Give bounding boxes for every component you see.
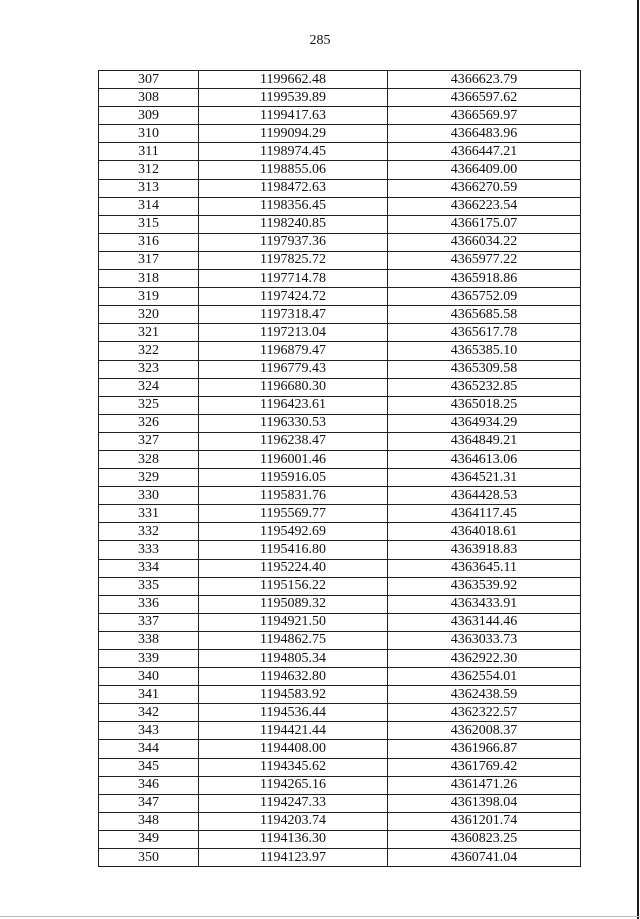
x-coordinate-cell: 1197213.04	[199, 324, 388, 342]
x-coordinate-cell: 1194345.62	[199, 758, 388, 776]
x-coordinate-cell: 1199094.29	[199, 125, 388, 143]
y-coordinate-cell: 4364613.06	[388, 450, 581, 468]
point-number-cell: 323	[99, 360, 199, 378]
x-coordinate-cell: 1194408.00	[199, 740, 388, 758]
y-coordinate-cell: 4363033.73	[388, 631, 581, 649]
x-coordinate-cell: 1194632.80	[199, 668, 388, 686]
y-coordinate-cell: 4361471.26	[388, 776, 581, 794]
table-row	[99, 758, 581, 776]
table-row	[99, 722, 581, 740]
point-number-cell: 326	[99, 414, 199, 432]
point-number-cell: 349	[99, 830, 199, 848]
x-coordinate-cell: 1194421.44	[199, 722, 388, 740]
point-number-cell: 313	[99, 179, 199, 197]
table-row	[99, 541, 581, 559]
table-row	[99, 740, 581, 758]
x-coordinate-cell: 1198472.63	[199, 179, 388, 197]
y-coordinate-cell: 4364521.31	[388, 469, 581, 487]
x-coordinate-cell: 1195224.40	[199, 559, 388, 577]
y-coordinate-cell: 4365918.86	[388, 270, 581, 288]
table-row	[99, 487, 581, 505]
table-row	[99, 650, 581, 668]
table-row	[99, 197, 581, 215]
point-number-cell: 320	[99, 306, 199, 324]
table-row	[99, 179, 581, 197]
table-row	[99, 668, 581, 686]
table-row	[99, 71, 581, 89]
y-coordinate-cell: 4361966.87	[388, 740, 581, 758]
x-coordinate-cell: 1194921.50	[199, 613, 388, 631]
table-row	[99, 342, 581, 360]
x-coordinate-cell: 1194536.44	[199, 704, 388, 722]
x-coordinate-cell: 1196879.47	[199, 342, 388, 360]
point-number-cell: 332	[99, 523, 199, 541]
table-row	[99, 89, 581, 107]
y-coordinate-cell: 4362008.37	[388, 722, 581, 740]
table-row	[99, 360, 581, 378]
table-row	[99, 469, 581, 487]
y-coordinate-cell: 4366409.00	[388, 161, 581, 179]
y-coordinate-cell: 4364428.53	[388, 487, 581, 505]
table-row	[99, 450, 581, 468]
x-coordinate-cell: 1194805.34	[199, 650, 388, 668]
table-row	[99, 794, 581, 812]
x-coordinate-cell: 1198855.06	[199, 161, 388, 179]
y-coordinate-cell: 4366175.07	[388, 215, 581, 233]
y-coordinate-cell: 4361201.74	[388, 812, 581, 830]
y-coordinate-cell: 4365232.85	[388, 378, 581, 396]
y-coordinate-cell: 4366447.21	[388, 143, 581, 161]
table-row	[99, 613, 581, 631]
point-number-cell: 309	[99, 107, 199, 125]
x-coordinate-cell: 1198974.45	[199, 143, 388, 161]
x-coordinate-cell: 1195831.76	[199, 487, 388, 505]
x-coordinate-cell: 1196680.30	[199, 378, 388, 396]
point-number-cell: 307	[99, 71, 199, 89]
y-coordinate-cell: 4366569.97	[388, 107, 581, 125]
x-coordinate-cell: 1194203.74	[199, 812, 388, 830]
point-number-cell: 310	[99, 125, 199, 143]
table-row	[99, 505, 581, 523]
point-number-cell: 347	[99, 794, 199, 812]
table-row	[99, 324, 581, 342]
point-number-cell: 350	[99, 849, 199, 867]
x-coordinate-cell: 1195569.77	[199, 505, 388, 523]
point-number-cell: 325	[99, 396, 199, 414]
table-row	[99, 577, 581, 595]
x-coordinate-cell: 1194247.33	[199, 794, 388, 812]
y-coordinate-cell: 4364117.45	[388, 505, 581, 523]
point-number-cell: 345	[99, 758, 199, 776]
point-number-cell: 344	[99, 740, 199, 758]
table-row	[99, 414, 581, 432]
y-coordinate-cell: 4362322.57	[388, 704, 581, 722]
point-number-cell: 322	[99, 342, 199, 360]
point-number-cell: 334	[99, 559, 199, 577]
y-coordinate-cell: 4363918.83	[388, 541, 581, 559]
y-coordinate-cell: 4366597.62	[388, 89, 581, 107]
y-coordinate-cell: 4360823.25	[388, 830, 581, 848]
table-row	[99, 161, 581, 179]
point-number-cell: 341	[99, 686, 199, 704]
coordinates-table-body	[99, 71, 581, 867]
point-number-cell: 321	[99, 324, 199, 342]
table-row	[99, 631, 581, 649]
point-number-cell: 343	[99, 722, 199, 740]
point-number-cell: 314	[99, 197, 199, 215]
point-number-cell: 329	[99, 469, 199, 487]
x-coordinate-cell: 1199417.63	[199, 107, 388, 125]
y-coordinate-cell: 4360741.04	[388, 849, 581, 867]
point-number-cell: 328	[99, 450, 199, 468]
table-row	[99, 107, 581, 125]
x-coordinate-cell: 1195156.22	[199, 577, 388, 595]
coordinates-table	[98, 70, 581, 867]
x-coordinate-cell: 1194583.92	[199, 686, 388, 704]
table-row	[99, 776, 581, 794]
x-coordinate-cell: 1195492.69	[199, 523, 388, 541]
y-coordinate-cell: 4364934.29	[388, 414, 581, 432]
x-coordinate-cell: 1196001.46	[199, 450, 388, 468]
point-number-cell: 336	[99, 595, 199, 613]
x-coordinate-cell: 1196238.47	[199, 432, 388, 450]
x-coordinate-cell: 1195416.80	[199, 541, 388, 559]
y-coordinate-cell: 4366623.79	[388, 71, 581, 89]
y-coordinate-cell: 4361398.04	[388, 794, 581, 812]
x-coordinate-cell: 1194265.16	[199, 776, 388, 794]
table-row	[99, 812, 581, 830]
point-number-cell: 339	[99, 650, 199, 668]
y-coordinate-cell: 4363539.92	[388, 577, 581, 595]
y-coordinate-cell: 4365617.78	[388, 324, 581, 342]
point-number-cell: 338	[99, 631, 199, 649]
table-row	[99, 559, 581, 577]
table-row	[99, 251, 581, 269]
y-coordinate-cell: 4366483.96	[388, 125, 581, 143]
y-coordinate-cell: 4362554.01	[388, 668, 581, 686]
table-row	[99, 704, 581, 722]
y-coordinate-cell: 4365385.10	[388, 342, 581, 360]
point-number-cell: 317	[99, 251, 199, 269]
point-number-cell: 312	[99, 161, 199, 179]
y-coordinate-cell: 4363433.91	[388, 595, 581, 613]
x-coordinate-cell: 1198240.85	[199, 215, 388, 233]
x-coordinate-cell: 1196779.43	[199, 360, 388, 378]
point-number-cell: 315	[99, 215, 199, 233]
y-coordinate-cell: 4362922.30	[388, 650, 581, 668]
table-row	[99, 686, 581, 704]
y-coordinate-cell: 4363645.11	[388, 559, 581, 577]
table-row	[99, 215, 581, 233]
page-edge	[637, 0, 639, 919]
y-coordinate-cell: 4366034.22	[388, 233, 581, 251]
y-coordinate-cell: 4364849.21	[388, 432, 581, 450]
point-number-cell: 342	[99, 704, 199, 722]
table-row	[99, 125, 581, 143]
x-coordinate-cell: 1195089.32	[199, 595, 388, 613]
x-coordinate-cell: 1197825.72	[199, 251, 388, 269]
y-coordinate-cell: 4363144.46	[388, 613, 581, 631]
point-number-cell: 316	[99, 233, 199, 251]
x-coordinate-cell: 1196330.53	[199, 414, 388, 432]
y-coordinate-cell: 4365752.09	[388, 288, 581, 306]
x-coordinate-cell: 1197424.72	[199, 288, 388, 306]
y-coordinate-cell: 4365685.58	[388, 306, 581, 324]
point-number-cell: 327	[99, 432, 199, 450]
x-coordinate-cell: 1199662.48	[199, 71, 388, 89]
point-number-cell: 331	[99, 505, 199, 523]
point-number-cell: 335	[99, 577, 199, 595]
y-coordinate-cell: 4362438.59	[388, 686, 581, 704]
y-coordinate-cell: 4366223.54	[388, 197, 581, 215]
x-coordinate-cell: 1197937.36	[199, 233, 388, 251]
point-number-cell: 337	[99, 613, 199, 631]
table-row	[99, 288, 581, 306]
point-number-cell: 311	[99, 143, 199, 161]
point-number-cell: 348	[99, 812, 199, 830]
table-row	[99, 523, 581, 541]
table-row	[99, 143, 581, 161]
y-coordinate-cell: 4364018.61	[388, 523, 581, 541]
x-coordinate-cell: 1194123.97	[199, 849, 388, 867]
y-coordinate-cell: 4361769.42	[388, 758, 581, 776]
y-coordinate-cell: 4366270.59	[388, 179, 581, 197]
point-number-cell: 308	[99, 89, 199, 107]
point-number-cell: 340	[99, 668, 199, 686]
table-row	[99, 306, 581, 324]
table-row	[99, 849, 581, 867]
point-number-cell: 346	[99, 776, 199, 794]
x-coordinate-cell: 1194136.30	[199, 830, 388, 848]
x-coordinate-cell: 1194862.75	[199, 631, 388, 649]
point-number-cell: 318	[99, 270, 199, 288]
point-number-cell: 330	[99, 487, 199, 505]
x-coordinate-cell: 1195916.05	[199, 469, 388, 487]
table-row	[99, 595, 581, 613]
x-coordinate-cell: 1198356.45	[199, 197, 388, 215]
x-coordinate-cell: 1197318.47	[199, 306, 388, 324]
table-row	[99, 270, 581, 288]
point-number-cell: 319	[99, 288, 199, 306]
table-row	[99, 378, 581, 396]
point-number-cell: 324	[99, 378, 199, 396]
x-coordinate-cell: 1199539.89	[199, 89, 388, 107]
point-number-cell: 333	[99, 541, 199, 559]
page-bottom-edge	[0, 916, 640, 917]
table-row	[99, 396, 581, 414]
table-row	[99, 830, 581, 848]
page-number: 285	[309, 33, 331, 48]
x-coordinate-cell: 1197714.78	[199, 270, 388, 288]
table-row	[99, 432, 581, 450]
y-coordinate-cell: 4365018.25	[388, 396, 581, 414]
table-row	[99, 233, 581, 251]
y-coordinate-cell: 4365309.58	[388, 360, 581, 378]
x-coordinate-cell: 1196423.61	[199, 396, 388, 414]
y-coordinate-cell: 4365977.22	[388, 251, 581, 269]
